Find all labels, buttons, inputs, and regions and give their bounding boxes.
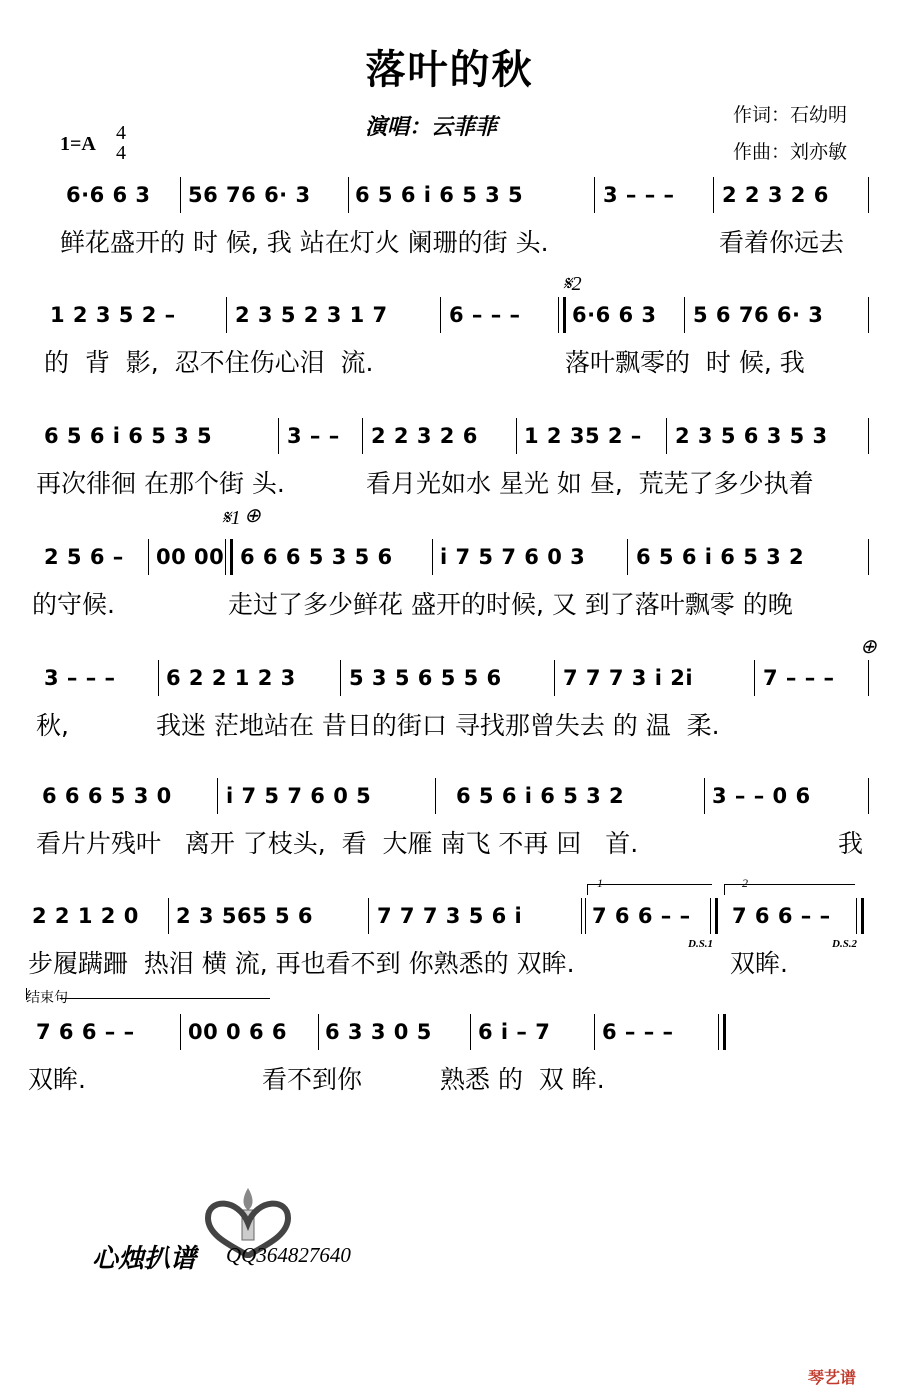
end-section-line [60,998,270,999]
measure-5: 2 2 3 2 6 [722,183,829,207]
measure-38: 6 i – 7 [478,1020,551,1044]
lyric-line: 秋, [36,711,69,740]
measure-11: 6 5 6 i 6 5 3 5 [44,424,213,448]
lyric-line: 双眸. [730,949,788,978]
measure-8: 6 – – – [449,303,521,327]
measure-28: 6 5 6 i 6 5 3 2 [456,784,625,808]
measure-7: 2 3 5 2 3 1 7 [235,303,388,327]
measure-13: 2 2 3 2 6 [371,424,478,448]
measure-14: 1 2 35 2 – [524,424,642,448]
lyric-line: 看月光如水 星光 如 昼, 荒芜了多少执着 [366,469,814,498]
measure-37: 6 3 3 0 5 [325,1020,432,1044]
measure-35: 7 6 6 – – [36,1020,135,1044]
coda-mark: ⊕ [860,636,877,658]
lyric-line: 熟悉 的 双 眸. [440,1065,605,1094]
lyricist-credit: 作词：石幼明 [733,104,848,126]
measure-36: 00 0 6 6 [188,1020,287,1044]
lyric-line: 看着你远去 [719,228,845,257]
ds1-mark: D.S.1 [688,938,714,950]
lyric-line: 看片片残叶 离开 了枝头, 看 大雁 南飞 不再 回 首. [36,829,639,858]
measure-15: 2 3 5 6 3 5 3 [675,424,828,448]
measure-23: 5 3 5 6 5 5 6 [349,666,502,690]
lyric-line: 走过了多少鲜花 盛开的时候, 又 到了落叶飘零 的晚 [228,590,793,619]
measure-30: 2 2 1 2 0 [32,904,139,928]
time-top: 4 [116,122,126,144]
lyric-line: 鲜花盛开的 时 候, 我 站在灯火 阑珊的街 头. [60,228,549,257]
lyric-line: 我迷 茫地站在 昔日的街口 寻找那曾失去 的 温 柔. [156,711,720,740]
lyric-line: 的守候. [32,590,115,619]
measure-10: 5 6 76 6· 3 [693,303,824,327]
first-ending-bracket [587,884,712,895]
measure-20: 6 5 6 i 6 5 3 2 [636,545,805,569]
measure-18: 6 6 6 5 3 5 6 [240,545,393,569]
lyric-line: 再次徘徊 在那个街 头. [36,469,285,498]
lyric-line: 看不到你 [262,1065,363,1094]
measure-33: 7 6 6 – – [592,904,691,928]
ds2-mark: D.S.2 [832,938,858,950]
time-signature [113,123,129,163]
song-title: 落叶的秋 [365,47,534,93]
second-ending-label: 2 [742,876,748,890]
measure-6: 1 2 3 5 2 – [50,303,176,327]
measure-39: 6 – – – [602,1020,674,1044]
segno-1-coda-mark: 𝄋1 [222,507,241,529]
measure-17: 00 00 [156,545,225,569]
measure-26: 6 6 6 5 3 0 [42,784,172,808]
first-ending-label: 1 [597,876,603,890]
composer-credit: 作曲：刘亦敏 [733,141,848,163]
lyric-line: 落叶飘零的 时 候, 我 [565,348,805,377]
end-section-label: 结束句 [26,990,68,1006]
measure-29: 3 – – 0 6 [712,784,811,808]
measure-4: 3 – – – [603,183,675,207]
coda-mark: ⊕ [244,505,261,527]
measure-32: 7 7 7 3 5 6 i [377,904,523,928]
measure-19: i 7 5 7 6 0 3 [440,545,586,569]
transcriber-signature: 心烛扒谱 [92,1244,197,1274]
lyric-line: 的 背 影, 忍不住伤心泪 流. [44,348,374,377]
measure-24: 7 7 7 3 i 2i [563,666,694,690]
measure-31: 2 3 565 5 6 [176,904,314,928]
qq-number: QQ364827640 [226,1243,351,1267]
measure-9: 6·6 6 3 [572,303,657,327]
lyric-line: 步履蹒跚 热泪 横 流, 再也看不到 你熟悉的 双眸. [28,949,575,978]
measure-25: 7 – – – [763,666,835,690]
measure-1: 6·6 6 3 [66,183,151,207]
brand-watermark: 琴艺谱 [808,1368,857,1387]
measure-3: 6 5 6 i 6 5 3 5 [355,183,524,207]
measure-27: i 7 5 7 6 0 5 [226,784,372,808]
measure-34: 7 6 6 – – [732,904,831,928]
key-signature: 1=A [60,133,96,155]
measure-16: 2 5 6 – [44,545,124,569]
measure-22: 6 2 2 1 2 3 [166,666,296,690]
segno-2-mark: 𝄋2 [563,273,582,295]
measure-2: 56 76 6· 3 [188,183,311,207]
lyric-line: 双眸. [28,1065,86,1094]
singer-credit: 演唱：云菲菲 [365,115,498,140]
measure-12: 3 – – [287,424,340,448]
lyric-line: 我 [838,829,864,858]
time-bottom: 4 [116,142,126,164]
measure-21: 3 – – – [44,666,116,690]
